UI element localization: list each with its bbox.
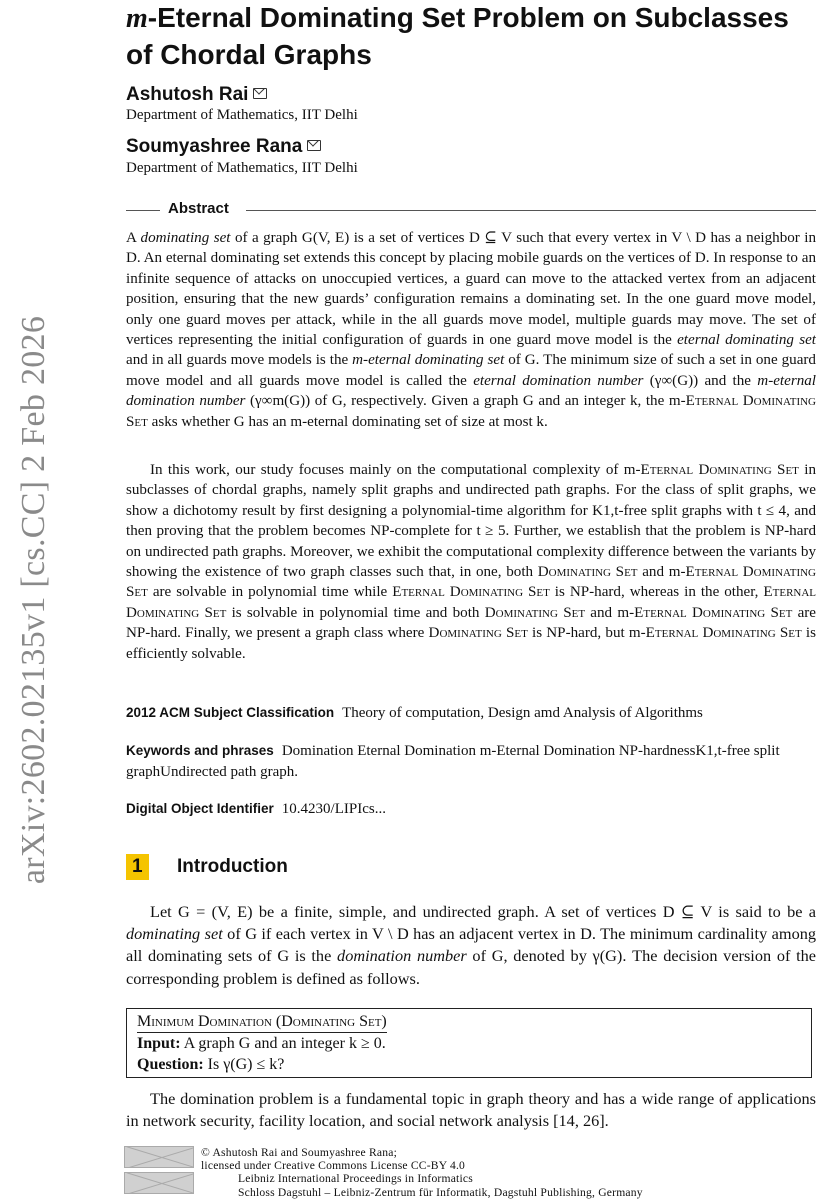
- text-span: of G, denoted by γ(G). The decision version of the corresponding problem is defined as follows.: [126, 946, 816, 988]
- text-span: and m-: [637, 564, 686, 581]
- doi-label: Digital Object Identifier: [126, 801, 274, 816]
- author-2-affiliation: Department of Mathematics, IIT Delhi: [126, 160, 358, 176]
- problem-name: Dominating Set: [484, 604, 586, 621]
- problem-name: Eternal Dominating Set: [126, 564, 816, 601]
- author-1: [126, 84, 267, 106]
- problem-name: Dominating Set: [537, 564, 638, 581]
- keywords: [126, 740, 816, 783]
- intro-paragraph-2: The domination problem is a fundamental topic in graph theory and has a wide range of applications in network security, facility location, and social network analysis [14, 26].: [126, 1089, 816, 1131]
- section-title: Introduction: [177, 856, 288, 877]
- question-text: Is γ(G) ≤ k?: [207, 1056, 285, 1073]
- lipics-logo: [124, 1172, 194, 1194]
- problem-definition-box: [126, 1008, 812, 1078]
- paper-title: [126, 0, 806, 73]
- text-span: Let G = (V, E) be a finite, simple, and undirected graph. A set of vertices D ⊆ V is said to be a: [150, 902, 816, 921]
- doi-value[interactable]: 10.4230/LIPIcs...: [281, 801, 386, 817]
- title-line-1: -Eternal Dominating Set Problem on Subclasses: [147, 2, 789, 33]
- abstract-rule-left: [126, 210, 160, 211]
- problem-name: Eternal Dominating Set: [392, 584, 550, 601]
- problem-name: Eternal Dominating Set: [634, 604, 793, 621]
- emph-span: m-eternal dominating set: [352, 352, 505, 369]
- keywords-value: Domination Eternal Domination m-Eternal Domination NP-hardnessK1,t-free split graphUndirected path graph.: [126, 743, 780, 780]
- text-span: of a graph G(V, E) is a set of vertices D ⊆ V such that every vertex in V \ D has a neighbor in D. An eternal dominating set extends this concept by placing mobile guards on the vertices of D. In response to an infinite sequence of attacks on unoccupied vertices, a guard can move to the attacked vertex from an adjacent position, ensuring that the new guards’ configuration remains a dominating set. In the one guard move model, only one guard moves per attack, while in the all guards move model, multiple guards may move. The set of vertices representing the initial configuration of guards in one guard move model is the: [126, 230, 816, 349]
- title-line-2: of Chordal Graphs: [126, 39, 372, 70]
- acm-classification: [126, 702, 816, 724]
- footer-license[interactable]: licensed under Creative Commons License CC-BY 4.0: [201, 1159, 466, 1172]
- acm-label: 2012 ACM Subject Classification: [126, 705, 335, 720]
- doi: [126, 798, 816, 820]
- abstract-label: Abstract: [168, 200, 229, 217]
- emph-span: dominating set: [140, 230, 231, 246]
- text-span: and m-: [585, 604, 635, 621]
- text-span: of G. The minimum size of such a set in one guard move model and all guards move model is called the: [126, 352, 816, 389]
- abstract-paragraph-1: [126, 228, 816, 432]
- cc-license-logo: [124, 1146, 194, 1168]
- problem-name: Eternal Dominating Set: [645, 625, 802, 642]
- emph-span: domination number: [337, 946, 467, 966]
- text-span: (γ∞(G)) and the: [643, 372, 758, 389]
- footer-copyright: © Ashutosh Rai and Soumyashree Rana;: [201, 1146, 398, 1159]
- section-number: 1: [126, 854, 149, 880]
- text-span: is efficiently solvable.: [126, 625, 816, 662]
- author-1-name: Ashutosh Rai: [126, 84, 249, 105]
- footer-series: Leibniz International Proceedings in Informatics: [238, 1172, 473, 1185]
- problem-name: Eternal Dominating Set: [126, 584, 816, 621]
- abstract-paragraph-2: [126, 460, 816, 664]
- text-span: in subclasses of chordal graphs, namely split graphs and undirected path graphs. For the class of split graphs, we show a dichotomy result by first designing a polynomial-time algorithm for K1,t-free split graphs with t ≤ 4, and then proving that the problem becomes NP-complete for t ≥ 5. Further, we establish that the problem is NP-hard on undirected path graphs. Moreover, we exhibit the computational complexity difference between the variants by showing the existence of two graph classes such that, in one, both: [126, 462, 816, 581]
- problem-name: Eternal Dominating Set: [126, 393, 816, 430]
- text-span: is solvable in polynomial time and both: [226, 604, 485, 621]
- input-text: A graph G and an integer k ≥ 0.: [183, 1035, 386, 1052]
- problem-name: Dominating Set: [428, 625, 528, 642]
- emph-span: m-eternal domination number: [126, 372, 816, 410]
- email-icon[interactable]: [253, 88, 267, 99]
- keywords-label: Keywords and phrases: [126, 743, 274, 758]
- text-span: of G if each vertex in V \ D has an adjacent vertex in D. The minimum cardinality among all dominating sets of G is the: [126, 924, 816, 966]
- text-span: In this work, our study focuses mainly on the computational complexity of m-: [150, 462, 641, 478]
- problem-name: Eternal Dominating Set: [640, 462, 799, 478]
- text-span: is NP-hard, whereas in the other,: [549, 584, 764, 601]
- author-2-name: Soumyashree Rana: [126, 136, 303, 157]
- email-icon[interactable]: [307, 140, 321, 151]
- arxiv-identifier-stamp: arXiv:2602.02135v1 [cs.CC] 2 Feb 2026: [15, 315, 52, 885]
- title-variable: m: [126, 3, 148, 34]
- abstract-rule-right: [246, 210, 816, 211]
- question-label: Question:: [137, 1056, 204, 1073]
- text-span: are solvable in polynomial time while: [147, 584, 393, 601]
- section-heading-introduction: [126, 854, 288, 880]
- footer-publisher: Schloss Dagstuhl – Leibniz-Zentrum für Informatik, Dagstuhl Publishing, Germany: [238, 1186, 643, 1199]
- author-1-affiliation: Department of Mathematics, IIT Delhi: [126, 107, 358, 123]
- author-2: [126, 136, 321, 158]
- problem-title: Minimum Domination (Dominating Set): [137, 1011, 387, 1033]
- input-label: Input:: [137, 1035, 181, 1052]
- emph-span: eternal domination number: [473, 372, 644, 389]
- acm-value: Theory of computation, Design amd Analysis of Algorithms: [342, 705, 703, 721]
- text-span: and in all guards move models is the: [126, 352, 353, 369]
- text-span: is NP-hard, but m-: [527, 625, 646, 642]
- intro-paragraph-1: [126, 901, 816, 990]
- text-span: (γ∞m(G)) of G, respectively. Given a graph G and an integer k, the m-: [245, 393, 686, 410]
- abstract-heading: [126, 200, 816, 220]
- text-span: asks whether G has an m-eternal dominating set of size at most k.: [147, 413, 548, 430]
- text-span: are NP-hard. Finally, we present a graph class where: [126, 604, 816, 642]
- emph-span: dominating set: [126, 924, 223, 944]
- text-span: A: [126, 230, 141, 246]
- emph-span: eternal dominating set: [677, 332, 816, 349]
